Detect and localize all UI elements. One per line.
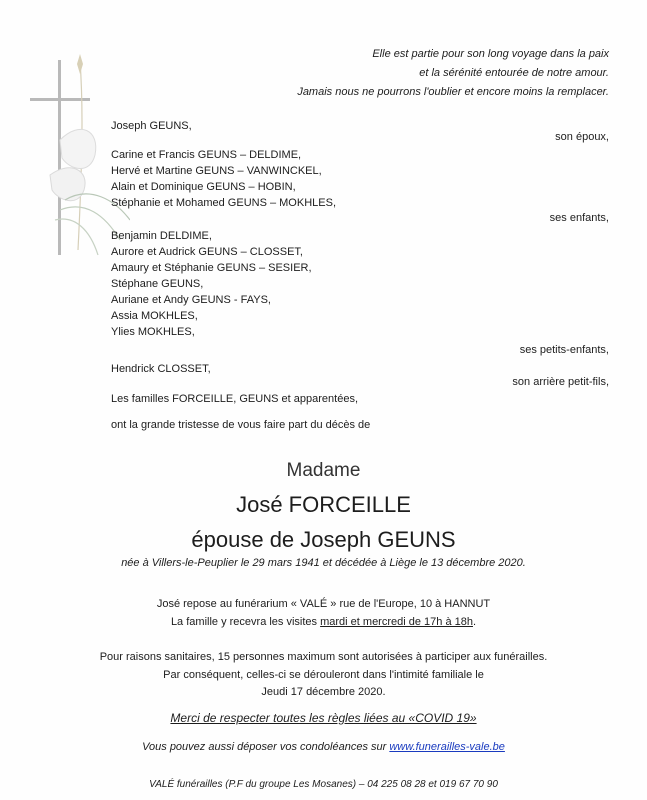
grandchildren-list [111,228,312,340]
poem-line: Elle est partie pour son long voyage dans la paix [372,48,609,60]
lily-flower [60,129,96,168]
grandchild-name: Amaury et Stéphanie GEUNS – SESIER, [111,262,312,274]
deceased-name: José FORCEILLE [236,492,411,517]
wheat-head [77,54,83,74]
covid-notice: Merci de respecter toutes les règles liées au «COVID 19» [170,711,477,725]
sanitary-line-2: Par conséquent, celles-ci se dérouleront dans l'intimité familiale le [163,669,484,681]
spouse-name: Joseph GEUNS, [111,120,192,132]
visit-line-1: José repose au funérarium « VALÉ » rue de l'Europe, 10 à HANNUT [156,598,491,610]
visit-prefix: La famille y recevra les visites [170,616,321,628]
grandchild-name: Ylies MOKHLES, [111,326,195,338]
visit-suffix: . [472,616,477,628]
grandchildren-role: ses petits-enfants, [519,344,609,356]
grandchild-name: Assia MOKHLES, [111,310,198,322]
grandchild-name: Aurore et Audrick GEUNS – CLOSSET, [111,246,303,258]
announcement-line: ont la grande tristesse de vous faire part du décès de [111,419,371,431]
sanitary-line-1: Pour raisons sanitaires, 15 personnes maximum sont autorisées à participer aux funérailles. [99,651,548,663]
great-grandchild-name: Hendrick CLOSSET, [111,363,211,375]
footer: VALÉ funérailles (P.F du groupe Les Mosanes) – 04 225 08 28 et 019 67 70 90 [149,779,498,790]
spouse-role: son époux, [555,131,609,143]
poem-line: et la sérénité entourée de notre amour. [419,67,609,79]
child-name: Carine et Francis GEUNS – DELDIME, [111,149,302,161]
condolences-link[interactable]: www.funerailles-vale.be [389,741,505,753]
poem-line: Jamais nous ne pourrons l'oublier et encore moins la remplacer. [297,86,609,98]
birth-death-line: née à Villers-le-Peuplier le 29 mars 1941 et décédée à Liège le 13 décembre 2020. [121,557,526,569]
grandchild-name: Benjamin DELDIME, [111,230,212,242]
visit-line-2 [0,616,647,628]
condolences-line [0,741,647,753]
condolences-text: Vous pouvez aussi déposer vos condoléances sur [142,741,390,753]
cross-vertical [58,60,61,255]
cross-horizontal [30,98,90,101]
child-name: Stéphanie et Mohamed GEUNS – MOKHLES, [111,197,336,209]
children-list [111,147,336,211]
child-name: Hervé et Martine GEUNS – VANWINCKEL, [111,165,322,177]
visit-times: mardi et mercredi de 17h à 18h [320,616,473,628]
deceased-spouse-line: épouse de Joseph GEUNS [191,527,456,552]
grandchild-name: Stéphane GEUNS, [111,278,204,290]
families-line: Les familles FORCEILLE, GEUNS et apparentées, [111,393,358,405]
poem [297,45,609,102]
great-grandchild-role: son arrière petit-fils, [512,376,609,388]
deceased-title: Madame [286,460,361,481]
leaf [55,219,98,255]
lily-flower [50,168,85,201]
child-name: Alain et Dominique GEUNS – HOBIN, [111,181,296,193]
children-role: ses enfants, [549,212,609,224]
funeral-date: Jeudi 17 décembre 2020. [261,686,386,698]
grandchild-name: Auriane et Andy GEUNS - FAYS, [111,294,271,306]
